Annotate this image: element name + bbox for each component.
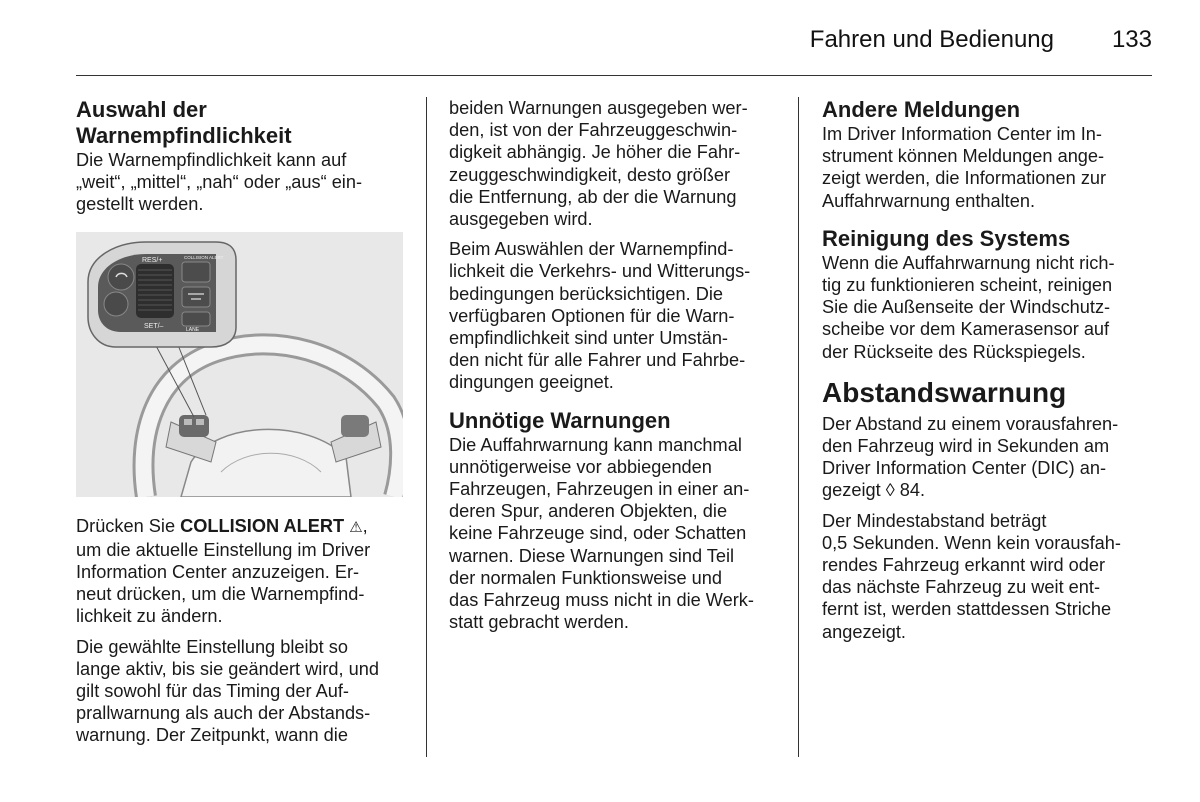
section-heading-cleaning: Reinigung des Systems xyxy=(822,225,1071,251)
section-heading-other-messages: Andere Meldungen xyxy=(822,97,1021,122)
figure-label-lane: LANE xyxy=(186,326,200,333)
header-rule xyxy=(76,75,1152,76)
page-header-title: Fahren und Bedienung xyxy=(809,26,1054,53)
page-reference-icon: ◊ xyxy=(885,480,895,501)
column-3 xyxy=(822,97,1157,651)
cleaning-text: Wenn die Auffahrwarnung nicht rich- tig zu funktionieren scheint, reinigen Sie die Außenseite der Windschutz- scheibe vor dem Kamerasensor auf der Rückseite des Rückspiegels. xyxy=(822,252,1115,362)
page-reference[interactable]: 84. xyxy=(894,480,926,501)
column-2 xyxy=(449,97,784,641)
column-divider-2 xyxy=(798,97,799,757)
other-messages-text: Im Driver Information Center im In- strument können Meldungen ange- zeigt werden, die Informationen zur Auffahrwarnung enthalten. xyxy=(822,124,1107,211)
figure-label-res: RES/+ xyxy=(142,256,163,264)
section-heading-unnecessary-warnings: Unnötige Warnungen xyxy=(449,407,671,433)
setting-persistence-text: Die gewählte Einstellung bleibt so lange aktiv, bis sie geändert wird, und gilt sowohl für das Timing der Auf- prallwarnung als auch der Abstands- warnung. Der Zeitpunkt, wann die xyxy=(76,636,379,746)
minimum-distance-text: Der Mindestabstand beträgt 0,5 Sekunden. Wenn kein vorausfah- rendes Fahrzeug erkannt wird oder das nächste Fahrzeug zu weit ent- fernt ist, werden stattdessen Striche angezeigt. xyxy=(822,510,1121,642)
section-heading-distance-warning: Abstandswarnung xyxy=(822,376,1067,408)
instruction-prefix: Drücken Sie xyxy=(76,515,181,536)
collision-alert-button-label: COLLISION ALERT xyxy=(180,515,345,536)
page-number: 133 xyxy=(1111,26,1152,53)
collision-alert-instruction xyxy=(76,515,411,628)
steering-wheel-figure xyxy=(76,232,403,497)
distance-warning-body: Der Abstand zu einem vorausfahren- den Fahrzeug wird in Sekunden am Driver Information Center (DIC) an- gezeigt xyxy=(822,413,1119,501)
column-divider-1 xyxy=(426,97,427,757)
unnecessary-warnings-text: Die Auffahrwarnung kann manchmal unnötigerweise vor abbiegenden Fahrzeugen, Fahrzeugen in einer an- deren Spur, anderen Objekten, die keine Fahrzeuge sind, oder Schatten warnen. Diese Warnungen sind Teil der normalen Funktionsweise und das Fahrzeug muss nicht in die Werk- statt gebracht werden. xyxy=(449,434,754,633)
warning-timing-text: beiden Warnungen ausgegeben wer- den, ist von der Fahrzeuggeschwin- digkeit abhängig. Je höher die Fahr- zeuggeschwindigkeit, desto größer die Entfernung, ab der die Warnung ausgegeben wird. xyxy=(449,98,748,230)
column-1 xyxy=(76,97,411,755)
instruction-rest: , um die aktuelle Einstellung im Driver Information Center anzuzeigen. Er- neut drücken, um die Warnempfind- lichkeit zu ändern. xyxy=(76,515,371,627)
section-heading-sensitivity: Auswahl der Warnempfindlichkeit xyxy=(76,97,292,148)
distance-warning-text xyxy=(822,413,1157,502)
sensitivity-conditions-text: Beim Auswählen der Warnempfind- lichkeit die Verkehrs- und Witterungs- bedingungen berücksichtigen. Die verfügbaren Optionen für die Warn- empfindlichkeit sind unter Umstän- den nicht für alle Fahrer und Fahrbe- dingungen geeignet. xyxy=(449,239,751,393)
sensitivity-intro: Die Warnempfindlichkeit kann auf „weit“, „mittel“, „nah“ oder „aus“ ein- gestellt werden. xyxy=(76,150,363,215)
figure-label-set: SET/– xyxy=(144,322,164,330)
collision-alert-icon: ⚠ xyxy=(349,518,363,536)
figure-label-collision: COLLISION ALERT xyxy=(184,254,224,260)
